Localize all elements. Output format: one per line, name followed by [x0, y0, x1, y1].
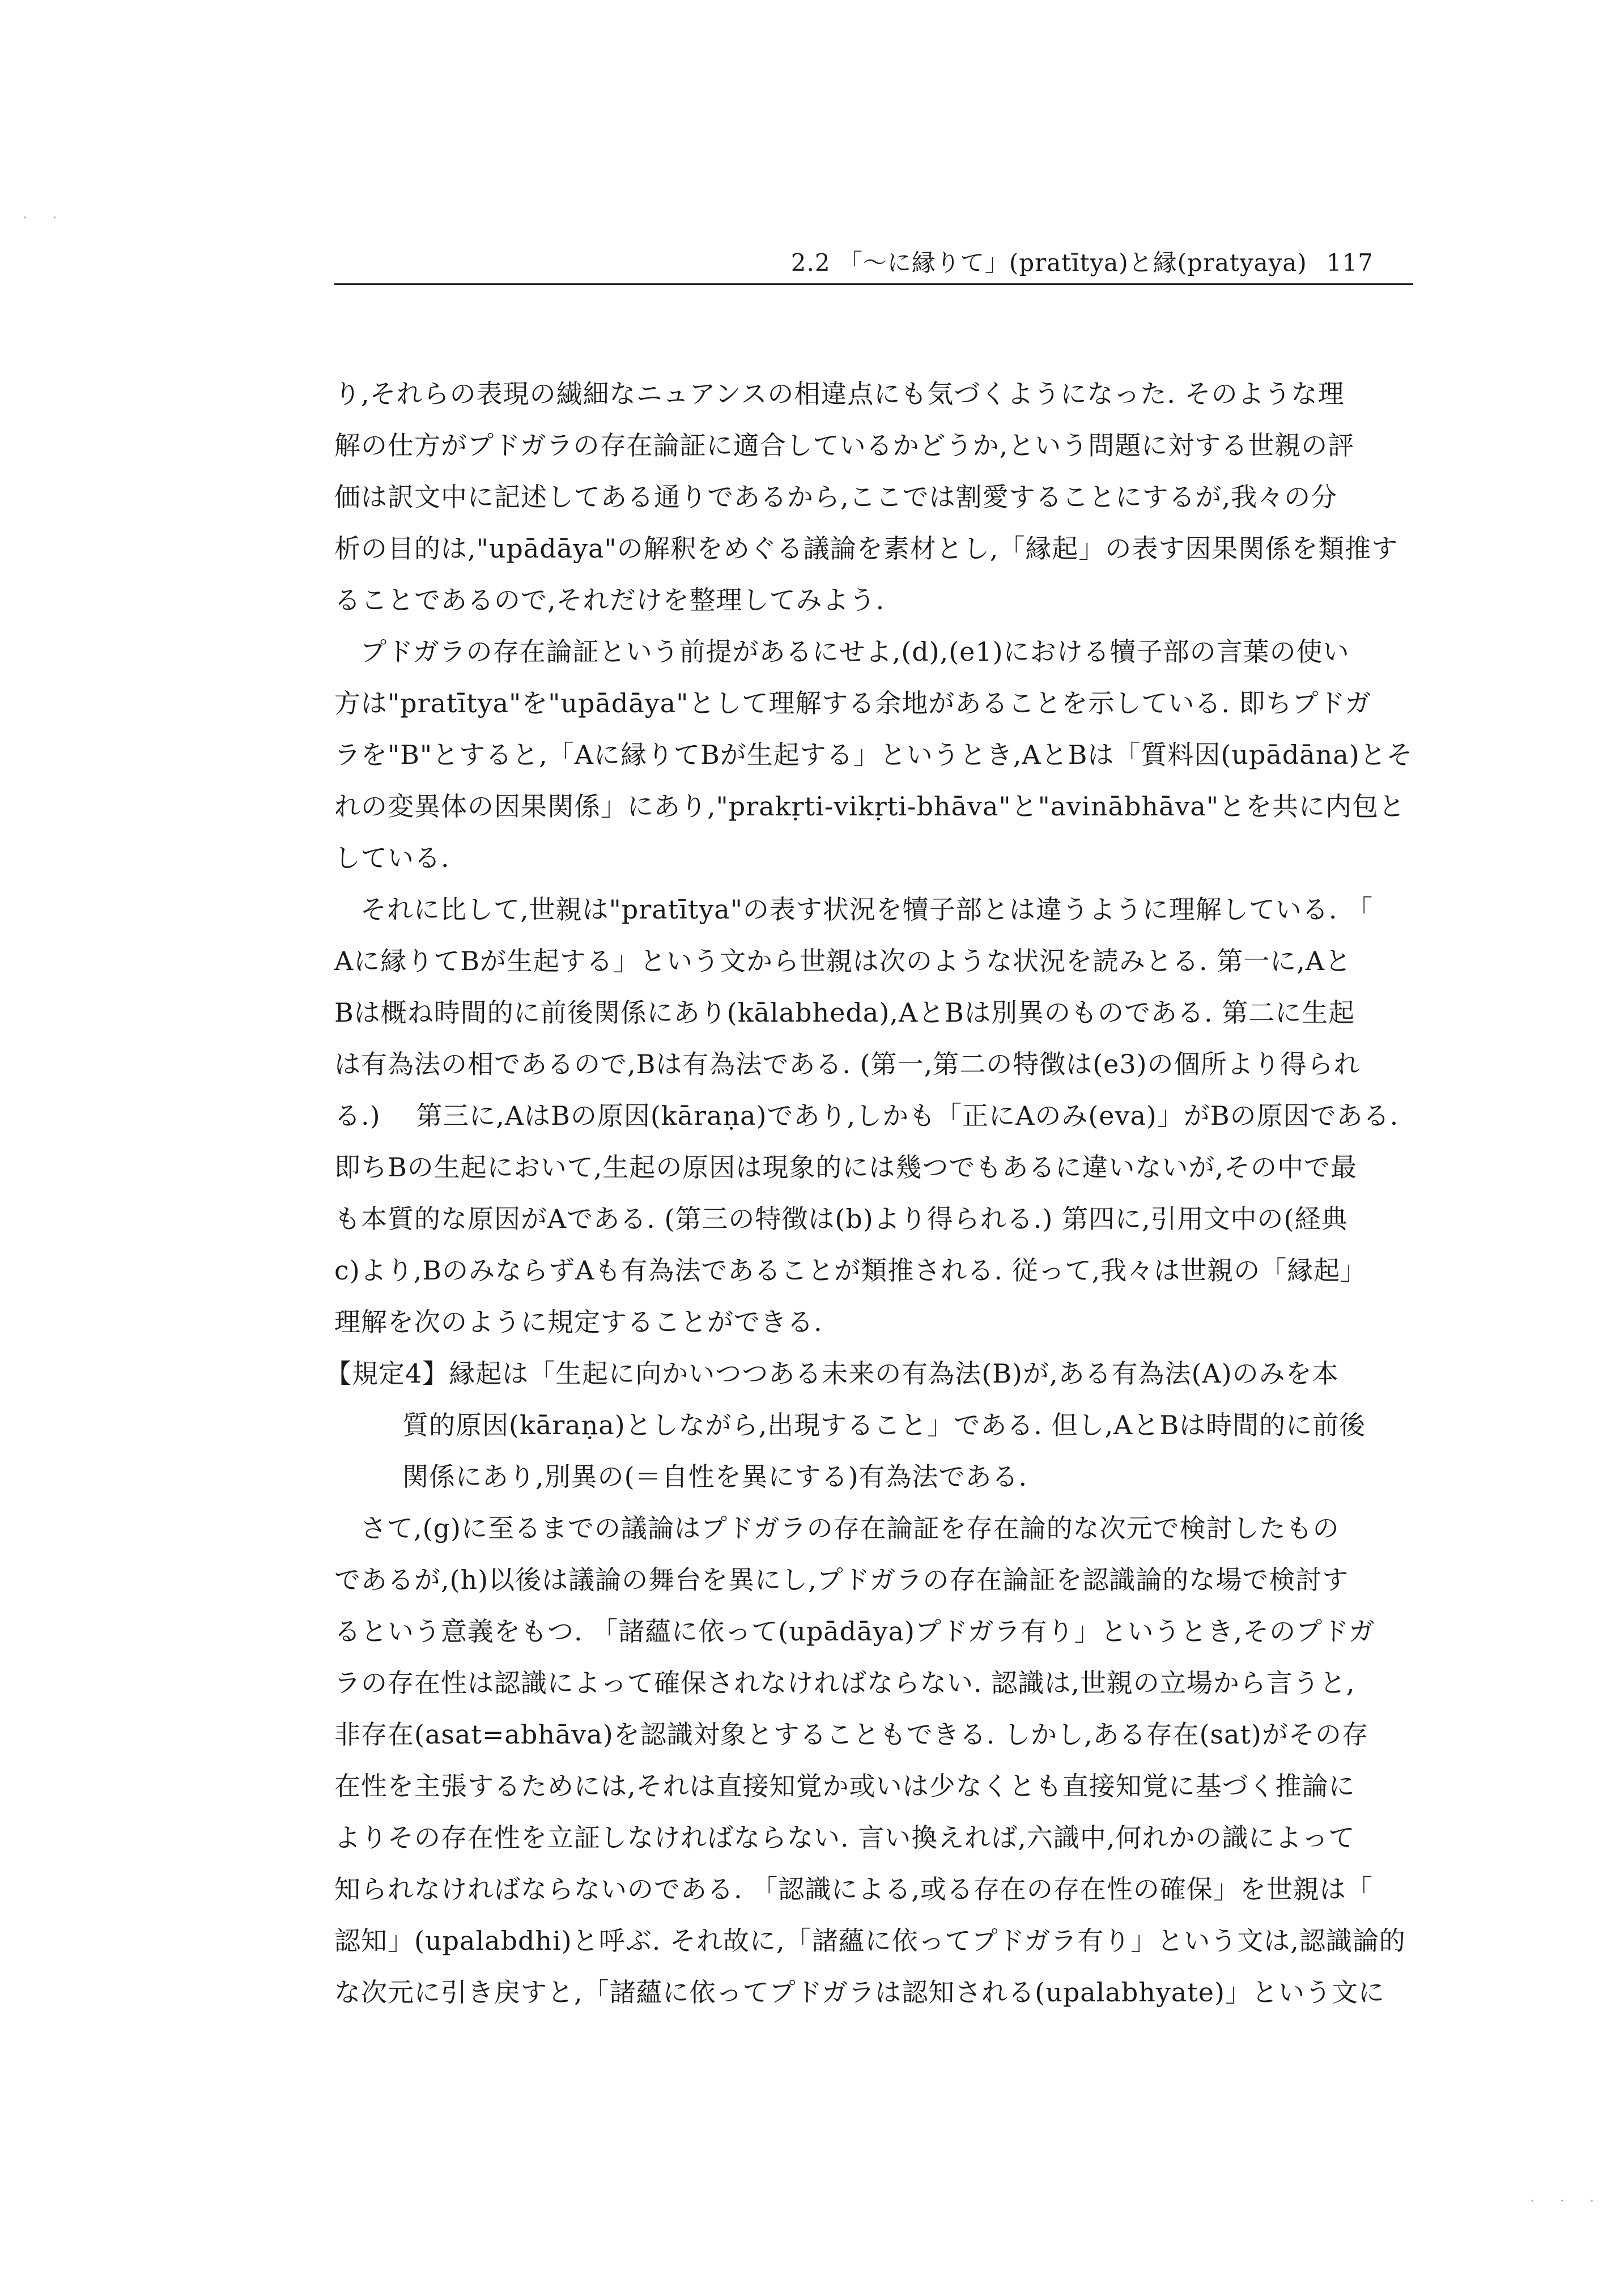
rule-4-line: 【規定4】縁起は「生起に向かいつつある未来の有為法(B)が,ある有為法(A)のみを本 — [325, 1358, 1339, 1389]
body-line: は有為法の相であるので,Bは有為法である. (第一,第二の特徴は(e3)の個所より得られ — [334, 1049, 1361, 1079]
body-line: な次元に引き戻すと,「諸蘊に依ってプドガラは認知される(upalabhyate)」という文に — [334, 1977, 1385, 2008]
scan-speckle: · · — [23, 210, 67, 227]
body-line: 認知」(upalabdhi)と呼ぶ. それ故に,「諸蘊に依ってプドガラ有り」という文は,認識論的 — [334, 1925, 1406, 1956]
body-line: ることであるので,それだけを整理してみよう. — [334, 585, 885, 615]
body-line: るという意義をもつ. 「諸蘊に依って(upādāya)プドガラ有り」というとき,そのプドガ — [334, 1616, 1375, 1647]
body-text — [325, 368, 1413, 2018]
body-line: それに比して,世親は"pratītya"の表す状況を犢子部とは違うように理解している. 「 — [360, 894, 1374, 925]
body-line: Bは概ね時間的に前後関係にあり(kālabheda),AとBは別異のものである. 第二に生起 — [334, 997, 1355, 1028]
scan-speckle: · · · — [1530, 2193, 1605, 2210]
body-line: 析の目的は,"upādāya"の解釈をめぐる議論を素材とし,「縁起」の表す因果関係を類推す — [334, 533, 1398, 564]
body-line: 即ちBの生起において,生起の原因は現象的には幾つでもあるに違いないが,その中で最 — [334, 1152, 1358, 1183]
body-line: 知られなければならないのである. 「認識による,或る存在の存在性の確保」を世親は「 — [334, 1874, 1373, 1904]
body-line: さて,(g)に至るまでの議論はプドガラの存在論証を存在論的な次元で検討したもの — [360, 1513, 1340, 1544]
body-line: れの変異体の因果関係」にあり,"prakṛti-vikṛti-bhāva"と"avinābhāva"とを共に内包と — [334, 791, 1406, 822]
body-line: よりその存在性を立証しなければならない. 言い換えれば,六識中,何れかの識によって — [334, 1822, 1355, 1853]
body-line: ラを"B"とすると,「Aに縁りてBが生起する」というとき,AとBは「質料因(upādāna)とそ — [334, 739, 1413, 770]
running-header — [334, 247, 1413, 285]
body-line: プドガラの存在論証という前提があるにせよ,(d),(e1)における犢子部の言葉の使い — [360, 636, 1350, 667]
body-line: 在性を主張するためには,それは直接知覚か或いは少なくとも直接知覚に基づく推論に — [334, 1771, 1355, 1801]
body-line: している. — [334, 843, 450, 873]
body-line: る.) 第三に,AはBの原因(kāraṇa)であり,しかも「正にAのみ(eva)」がBの原因である. — [334, 1100, 1399, 1131]
section-title: 2.2 「～に縁りて」(pratītya)と縁(pratyaya) — [790, 249, 1307, 277]
body-line: り,それらの表現の繊細なニュアンスの相違点にも気づくようになった. そのような理 — [334, 379, 1345, 409]
body-line: ラの存在性は認識によって確保されなければならない. 認識は,世親の立場から言うと, — [334, 1668, 1355, 1698]
body-line: 理解を次のように規定することができる. — [334, 1307, 823, 1337]
body-line: 解の仕方がプドガラの存在論証に適合しているかどうか,という問題に対する世親の評 — [334, 430, 1355, 461]
body-line: 非存在(asat=abhāva)を認識対象とすることもできる. しかし,ある存在(sat)がその存 — [334, 1719, 1368, 1750]
page-number: 117 — [1326, 249, 1374, 277]
body-line: も本質的な原因がAである. (第三の特徴は(b)より得られる.) 第四に,引用文中の(経典 — [334, 1204, 1348, 1234]
body-line: Aに縁りてBが生起する」という文から世親は次のような状況を読みとる. 第一に,Aと — [334, 946, 1352, 976]
body-line: 価は訳文中に記述してある通りであるから,ここでは割愛することにするが,我々の分 — [334, 482, 1338, 512]
body-line: c)より,BのみならずAも有為法であることが類推される. 従って,我々は世親の「縁起」 — [334, 1255, 1367, 1286]
rule-4-line: 質的原因(kāraṇa)としながら,出現すること」である. 但し,AとBは時間的に前後 — [402, 1410, 1366, 1440]
rule-4-line: 関係にあり,別異の(＝自性を異にする)有為法である. — [402, 1461, 1028, 1492]
header-text — [791, 247, 1374, 279]
body-line: 方は"pratītya"を"upādāya"として理解する余地があることを示している. 即ちプドガ — [334, 688, 1372, 718]
body-line: であるが,(h)以後は議論の舞台を異にし,プドガラの存在論証を認識論的な場で検討す — [334, 1564, 1349, 1595]
